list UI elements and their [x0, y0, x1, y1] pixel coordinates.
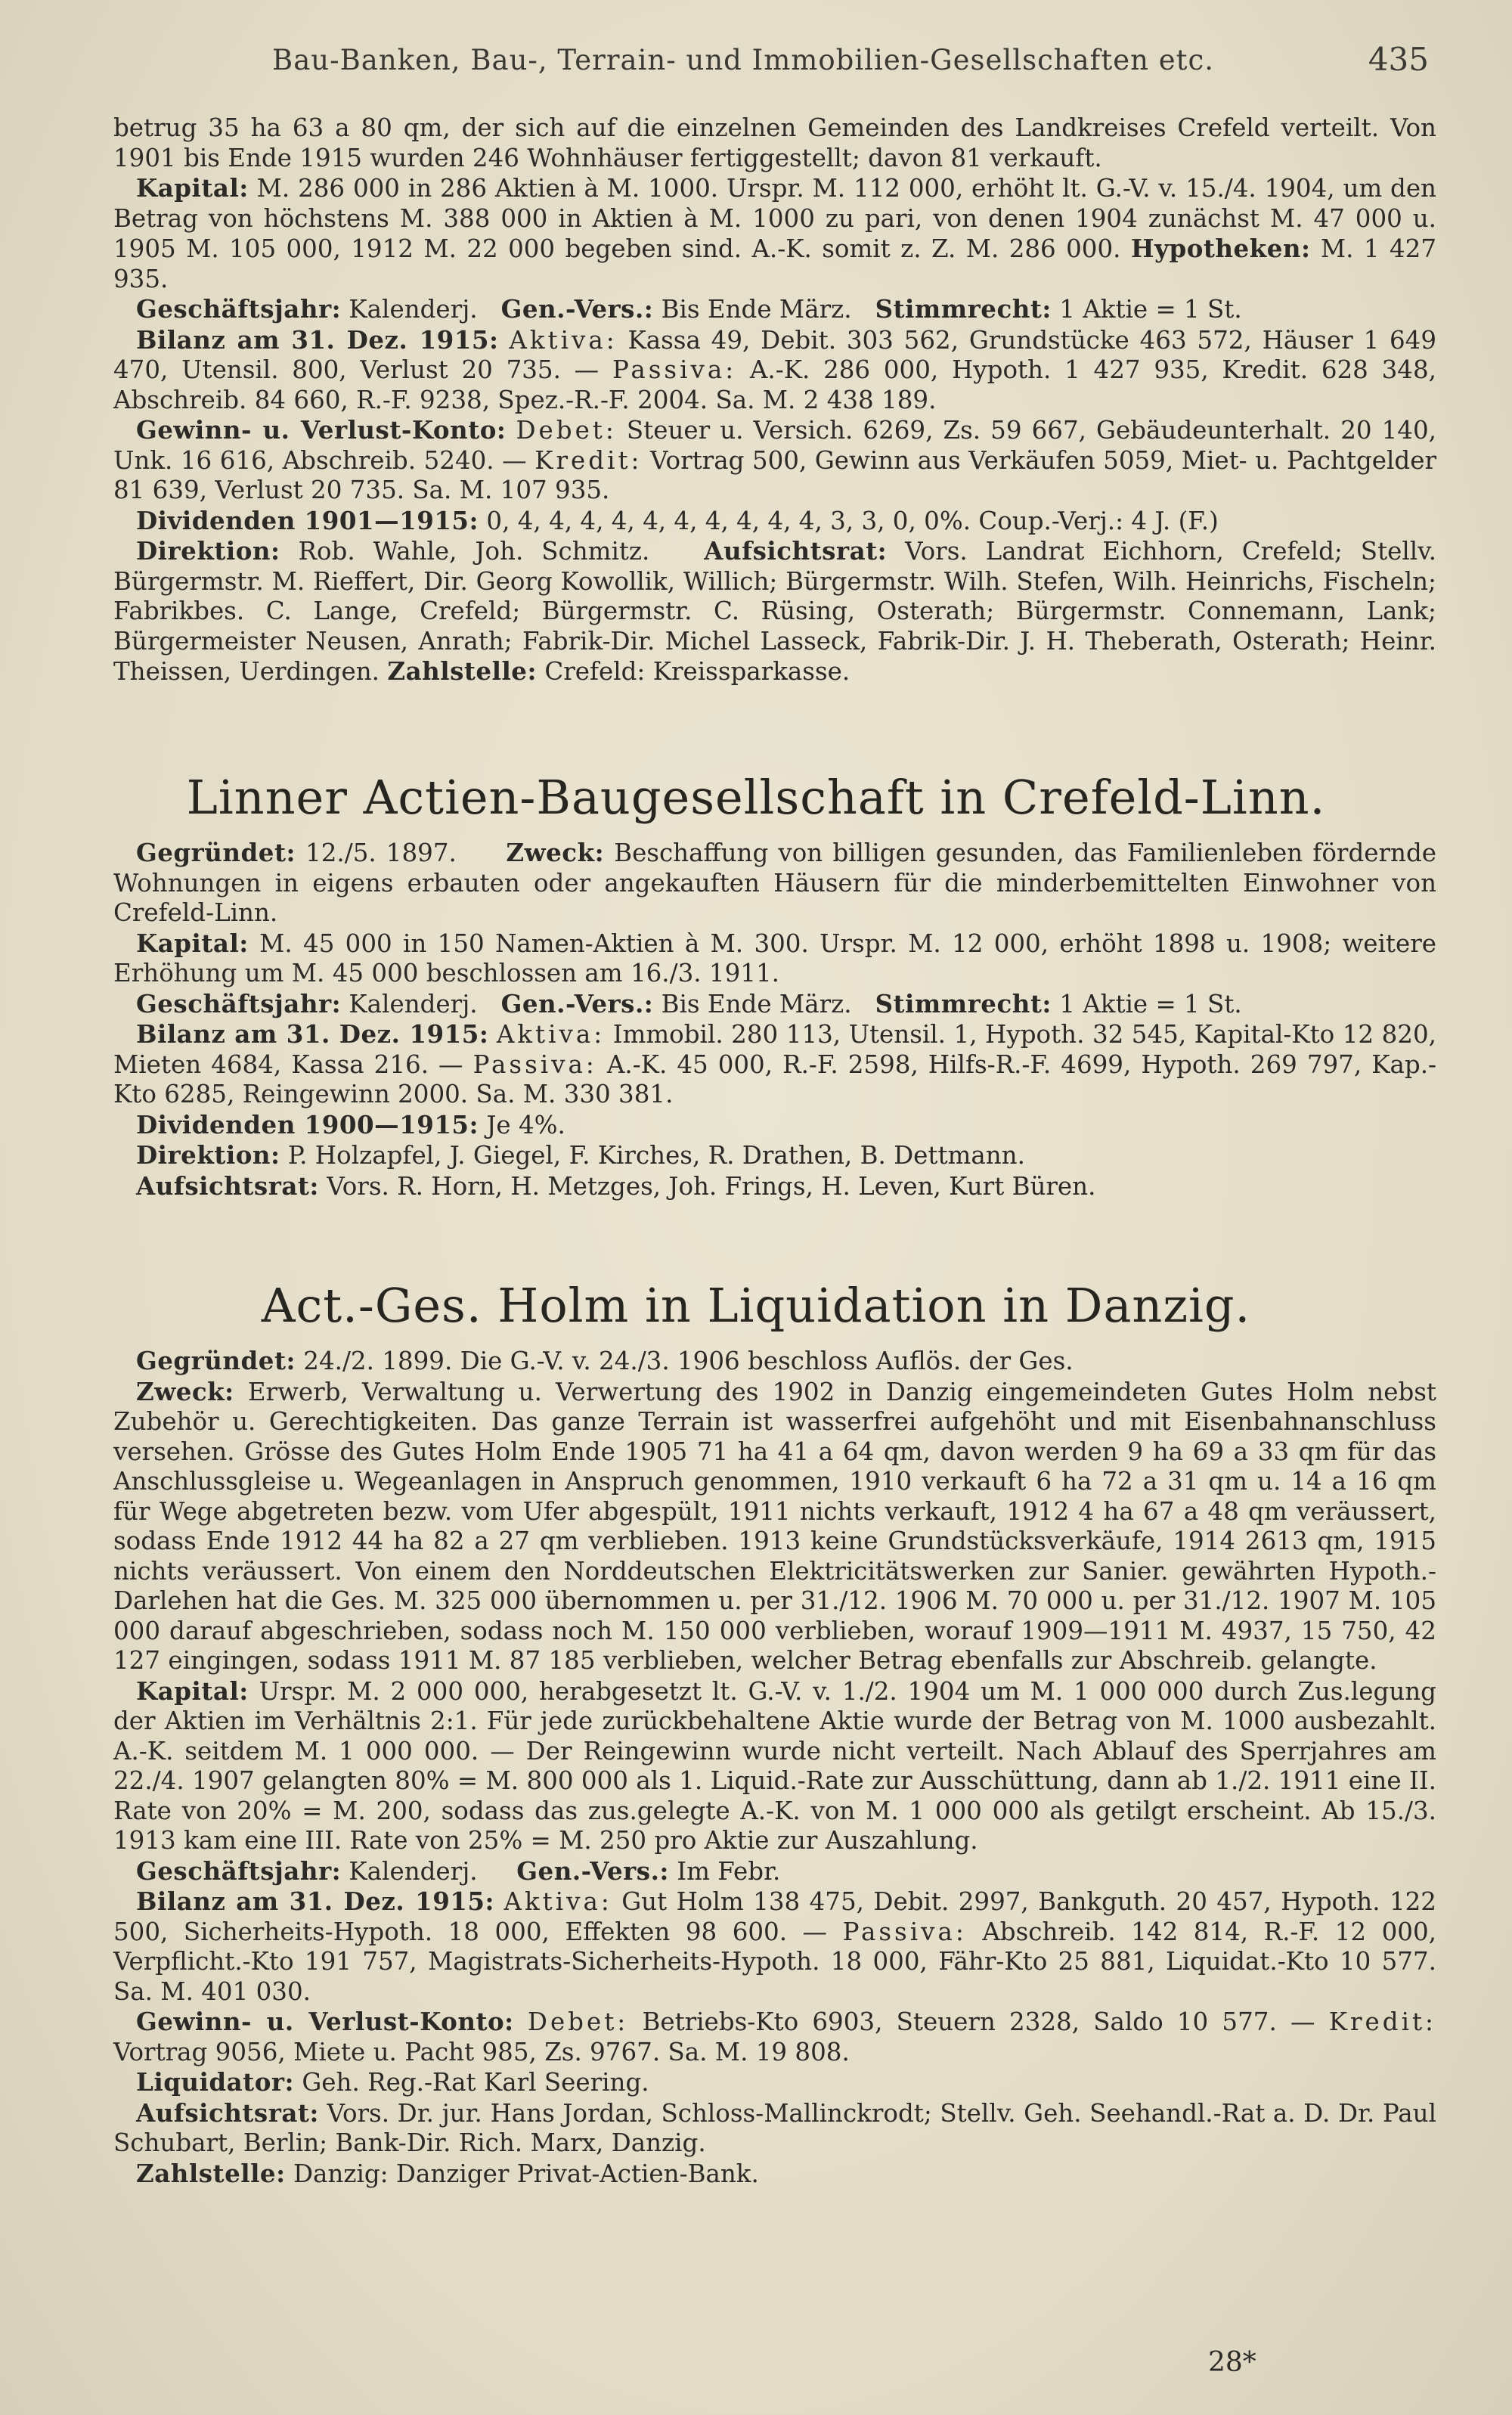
page-header — [106, 41, 1436, 89]
direktion-paragraph: Direktion: Rob. Wahle, Joh. Schmitz. Aufsichtsrat: Vors. Landrat Eichhorn, Crefeld; Stellv. Bürgermstr. M. Rieffert, Dir. Georg Kowollik, Willich; Bürgermstr. Wilh. Stefen, Wilh. Heinrichs, Fischeln; Fabrikbes. C. Lange, Crefeld; Bürgermstr. C. Rüsing, Osterath; Bürgermstr. Connemann, Lank; Bürgermeister Neusen, Anrath; Fabrik-Dir. Michel Lasseck, Fabrik-Dir. J. H. Theberath, Osterath; Heinr. Theissen, Uerdingen. Zahlstelle: Crefeld: Kreissparkasse. — [113, 536, 1436, 686]
signature-mark: 28* — [1208, 2347, 1256, 2378]
running-head: Bau-Banken, Bau-, Terrain- und Immobilien-Gesellschaften etc. — [272, 44, 1214, 76]
page-number: 435 — [1368, 41, 1429, 78]
kapital-paragraph: Kapital: Urspr. M. 2 000 000, herabgesetzt lt. G.-V. v. 1./2. 1904 um M. 1 000 000 durch Zus.legung der Aktien im Verhältnis 2:1. Für jede zurückbehaltene Aktie wurde der Betrag von M. 1000 ausbezahlt. A.-K. seitdem M. 1 000 000. — Der Reingewinn wurde nicht verteilt. Nach Ablauf des Sperrjahres am 22./4. 1907 gelangten 80% = M. 800 000 als 1. Liquid.-Rate zur Ausschüttung, dann ab 1./2. 1911 eine II. Rate von 20% = M. 200, sodass das zus.gelegte A.-K. von M. 1 000 000 als getilgt erscheint. Ab 15./3. 1913 kam eine III. Rate von 25% = M. 250 pro Aktie zur Auszahlung. — [113, 1676, 1436, 1855]
dividenden-paragraph: Dividenden 1900—1915: Je 4%. — [136, 1109, 565, 1139]
meta-paragraph: Geschäftsjahr: Kalenderj. Gen.-Vers.: Bis Ende März. Stimmrecht: 1 Aktie = 1 St. — [136, 988, 1242, 1018]
section-holm — [113, 1346, 1436, 2189]
bilanz-paragraph: Bilanz am 31. Dez. 1915: Aktiva: Kassa 49, Debit. 303 562, Grundstücke 463 572, Häuser 1 649 470, Utensil. 800, Verlust 20 735. — Passiva: A.-K. 286 000, Hypoth. 1 427 935, Kredit. 628 348, Abschreib. 84 660, R.-F. 9238, Spez.-R.-F. 2004. Sa. M. 2 438 189. — [113, 324, 1437, 414]
aufsichtsrat-paragraph: Aufsichtsrat: Vors. R. Horn, H. Metzges, Joh. Frings, H. Leven, Kurt Büren. — [136, 1170, 1096, 1201]
section-linner — [113, 838, 1436, 1201]
section-title-holm: Act.-Ges. Holm in Liquidation in Danzig. — [261, 1278, 1251, 1333]
intro-paragraph: betrug 35 ha 63 a 80 qm, der sich auf die einzelnen Gemeinden des Landkreises Crefeld verteilt. Von 1901 bis Ende 1915 wurden 246 Wohnhäuser fertiggestellt; davon 81 verkauft. — [113, 113, 1436, 172]
zweck-paragraph: Zweck: Erwerb, Verwaltung u. Verwertung des 1902 in Danzig eingemeindeten Gutes Holm nebst Zubehör u. Gerechtigkeiten. Das ganze Terrain ist wasserfrei aufgehöht und mit Eisenbahnanschluss versehen. Grösse des Gutes Holm Ende 1905 71 ha 41 a 64 qm, davon werden 9 ha 69 a 33 qm für das Anschlussgleise u. Wegeanlagen in Anspruch genommen, 1910 verkauft 6 ha 72 a 31 qm u. 14 a 16 qm für Wege abgetreten bezw. vom Ufer abgespült, 1911 nichts verkauft, 1912 4 ha 67 a 48 qm veräussert, sodass Ende 1912 44 ha 82 a 27 qm verblieben. 1913 keine Grundstücksverkäufe, 1914 2613 qm, 1915 nichts veräussert. Von einem den Norddeutschen Elektricitätswerken zur Sanier. gewährten Hypoth.-Darlehen hat die Ges. M. 325 000 übernommen u. per 31./12. 1906 M. 70 000 u. per 31./12. 1907 M. 105 000 darauf abgeschrieben, sodass noch M. 150 000 verblieben, worauf 1909—1911 M. 4937, 15 750, 42 127 eingingen, sodass 1911 M. 87 185 verblieben, welcher Betrag ebenfalls zur Abschreib. gelangte. — [113, 1376, 1436, 1675]
section-continuation — [113, 113, 1436, 687]
bilanz-paragraph: Bilanz am 31. Dez. 1915: Aktiva: Immobil. 280 113, Utensil. 1, Hypoth. 32 545, Kapital-Kto 12 820, Mieten 4684, Kassa 216. — Passiva: A.-K. 45 000, R.-F. 2598, Hilfs-R.-F. 4699, Hypoth. 269 797, Kap.-Kto 6285, Reingewinn 2000. Sa. M. 330 381. — [113, 1019, 1436, 1108]
direktion-paragraph: Direktion: P. Holzapfel, J. Giegel, F. Kirches, R. Drathen, B. Dettmann. — [136, 1140, 1025, 1170]
kapital-paragraph: Kapital: M. 45 000 in 150 Namen-Aktien à M. 300. Urspr. M. 12 000, erhöht 1898 u. 1908; weitere Erhöhung um M. 45 000 beschlossen am 16./3. 1911. — [113, 928, 1436, 987]
meta-paragraph: Geschäftsjahr: Kalenderj. Gen.-Vers.: Bis Ende März. Stimmrecht: 1 Aktie = 1 St. — [136, 294, 1242, 324]
gegruendet-paragraph: Gegründet: 24./2. 1899. Die G.-V. v. 24./3. 1906 beschloss Auflös. der Ges. — [136, 1346, 1074, 1375]
section-title-linner: Linner Actien-Baugesellschaft in Crefeld-Linn. — [186, 770, 1326, 825]
guv-paragraph: Gewinn- u. Verlust-Konto: Debet: Betriebs-Kto 6903, Steuern 2328, Saldo 10 577. — Kredit: Vortrag 9056, Miete u. Pacht 985, Zs. 9767. Sa. M. 19 808. — [113, 2007, 1436, 2066]
kapital-paragraph: Kapital: M. 286 000 in 286 Aktien à M. 1000. Urspr. M. 112 000, erhöht lt. G.-V. v. 15./4. 1904, um den Betrag von höchstens M. 388 000 in Aktien à M. 1000 zu pari, von denen 1904 zunächst M. 47 000 u. 1905 M. 105 000, 1912 M. 22 000 begeben sind. A.-K. somit z. Z. M. 286 000. Hypotheken: M. 1 427 935. — [113, 173, 1436, 293]
gegruendet-paragraph: Gegründet: 12./5. 1897. Zweck: Beschaffung von billigen gesunden, das Familienleben fördernde Wohnungen in eigens erbauten oder angekauften Häusern für die minderbemittelten Einwohner von Crefeld-Linn. — [113, 838, 1436, 927]
guv-paragraph: Gewinn- u. Verlust-Konto: Debet: Steuer u. Versich. 6269, Zs. 59 667, Gebäudeunterhalt. 20 140, Unk. 16 616, Abschreib. 5240. — Kredit: Vortrag 500, Gewinn aus Verkäufen 5059, Miet- u. Pachtgelder 81 639, Verlust 20 735. Sa. M. 107 935. — [113, 415, 1436, 504]
meta-paragraph: Geschäftsjahr: Kalenderj. Gen.-Vers.: Im Febr. — [136, 1855, 781, 1886]
bilanz-paragraph: Bilanz am 31. Dez. 1915: Aktiva: Gut Holm 138 475, Debit. 2997, Bankguth. 20 457, Hypoth. 122 500, Sicherheits-Hypoth. 18 000, Effekten 98 600. — Passiva: Abschreib. 142 814, R.-F. 12 000, Verpflicht.-Kto 191 757, Magistrats-Sicherheits-Hypoth. 18 000, Fähr-Kto 25 881, Liquidat.-Kto 10 577. Sa. M. 401 030. — [113, 1886, 1436, 2006]
dividenden-paragraph: Dividenden 1901—1915: 0, 4, 4, 4, 4, 4, 4, 4, 4, 4, 4, 3, 3, 0, 0%. Coup.-Verj.: 4 J. (F.) — [136, 505, 1219, 535]
zahlstelle-paragraph: Zahlstelle: Danzig: Danziger Privat-Actien-Bank. — [136, 2158, 759, 2188]
aufsichtsrat-paragraph: Aufsichtsrat: Vors. Dr. jur. Hans Jordan, Schloss-Mallinckrodt; Stellv. Geh. Seehandl.-Rat a. D. Dr. Paul Schubart, Berlin; Bank-Dir. Rich. Marx, Danzig. — [113, 2097, 1436, 2157]
liquidator-paragraph: Liquidator: Geh. Reg.-Rat Karl Seering. — [136, 2067, 649, 2097]
